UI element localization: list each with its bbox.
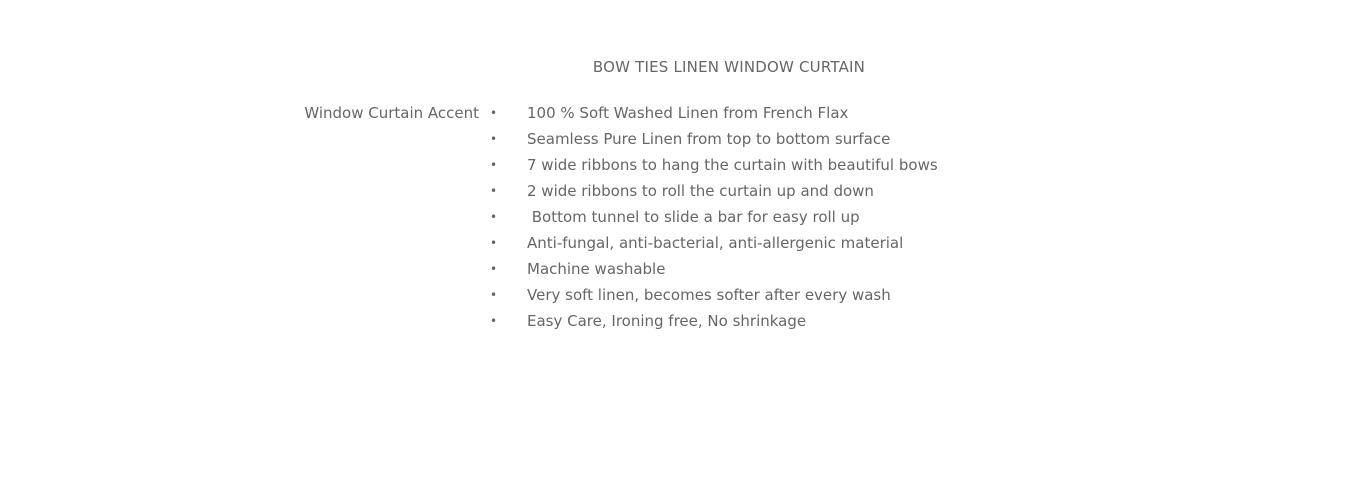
feature-text: 7 wide ribbons to hang the curtain with beautiful bows (527, 156, 938, 174)
bullet-icon: • (490, 106, 498, 120)
bullet-icon: • (490, 262, 498, 276)
feature-text: 2 wide ribbons to roll the curtain up and down (527, 182, 874, 200)
bullet-icon: • (490, 132, 498, 146)
feature-text: Anti-fungal, anti-bacterial, anti-allergenic material (527, 234, 904, 252)
feature-text: Easy Care, Ironing free, No shrinkage (527, 312, 807, 330)
feature-text: 100 % Soft Washed Linen from French Flax (527, 104, 849, 122)
bullet-icon: • (490, 210, 498, 224)
bullet-icon: • (490, 158, 498, 172)
feature-text: Seamless Pure Linen from top to bottom surface (527, 130, 891, 148)
bullet-icon: • (490, 236, 498, 250)
product-title: BOW TIES LINEN WINDOW CURTAIN (592, 58, 866, 76)
bullet-icon: • (490, 314, 498, 328)
feature-text: Bottom tunnel to slide a bar for easy roll up (527, 208, 860, 226)
bullet-icon: • (490, 288, 498, 302)
bullet-icon: • (490, 184, 498, 198)
feature-text: Machine washable (527, 260, 666, 278)
section-label: Window Curtain Accent (304, 104, 479, 122)
feature-text: Very soft linen, becomes softer after every wash (527, 286, 891, 304)
